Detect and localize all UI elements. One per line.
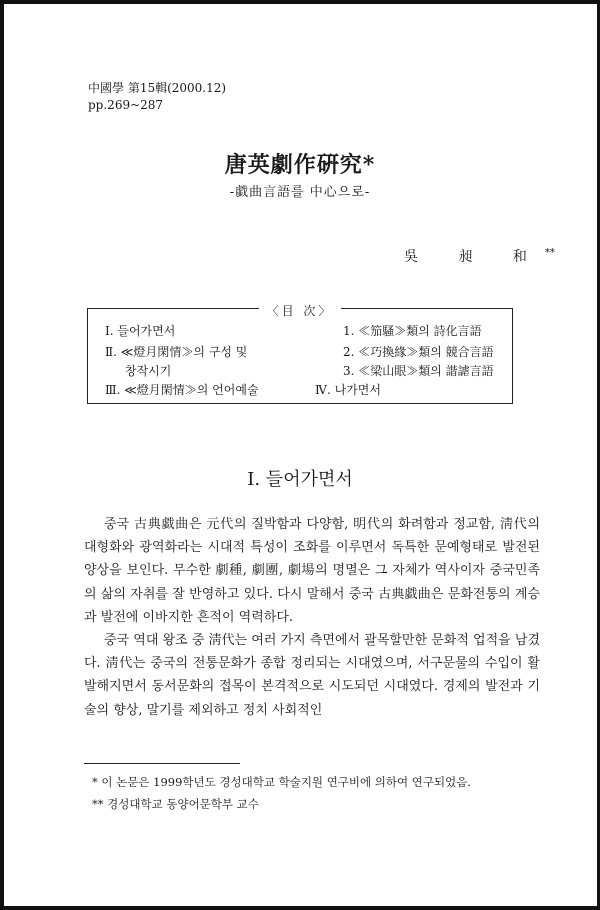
toc-item: 창작시기 [125,364,172,378]
toc-item: Ⅲ. ≪燈月閑情≫의 언어예술 [105,383,259,397]
author-name [404,246,555,266]
footnote-divider [84,763,240,764]
toc-item: Ⅰ. 들어가면서 [105,324,176,338]
paper-title: 唐英劇作硏究* [224,152,376,178]
author-text: 吳 昶 和 [404,249,545,265]
toc-item: 1. ≪笳騷≫類의 詩化言語 [343,324,482,338]
toc-item: 3. ≪梁山眼≫類의 諧謔言語 [343,364,494,378]
scan-border-top [0,0,600,4]
body-text [84,513,540,722]
journal-volume: 中國學 第15輯(2000.12) [88,81,227,95]
scan-border-left [0,0,4,910]
paper-subtitle: -戱曲言語를 中心으로- [229,185,371,200]
toc-item: Ⅱ. ≪燈月閑情≫의 구성 및 [105,345,248,359]
toc-item: 2. ≪巧換緣≫類의 競合言語 [343,345,494,359]
toc-item: Ⅳ. 나가면서 [315,383,381,397]
paragraph: 중국 古典戱曲은 元代의 질박함과 다양함, 明代의 화려함과 정교함, 淸代의 대형화와 광역화라는 시대적 특성이 조화를 이루면서 독특한 문예형태로 발전된 양상을 보인다. 무수한 劇種, 劇團, 劇場의 명멸은 그 자체가 역사이자 중국민족의 삶의 자취를 잘 반영하고 있다. 다시 말해서 중국 古典戱曲은 문화전통의 계승과 발전에 이바지한 흔적이 역력하다. [84,517,540,625]
author-footnote-mark: ** [544,247,555,259]
footnotes [92,771,471,815]
journal-pages: pp.269~287 [88,98,164,112]
paragraph: 중국 역대 왕조 중 淸代는 여러 가지 측면에서 괄목할만한 문화적 업적을 남겼다. 淸代는 중국의 전통문화가 종합 정리되는 시대였으며, 서구문물의 수입이 활발해지면서 동서문화의 접목이 본격적으로 시도되던 시대였다. 경제의 발전과 기술의 향상, 말기를 제외하고 정치 사회적인 [84,633,540,718]
section-heading: Ⅰ. 들어가면서 [247,469,353,490]
toc-heading-text: 〈目 次〉 [259,304,342,318]
journal-info [88,80,226,114]
toc-heading [0,300,600,319]
footnote: * 이 논문은 1999학년도 경성대학교 학술지원 연구비에 의하여 연구되었음. [92,775,471,789]
footnote: ** 경성대학교 동양어문학부 교수 [92,797,259,811]
scan-border-bottom [0,906,600,910]
